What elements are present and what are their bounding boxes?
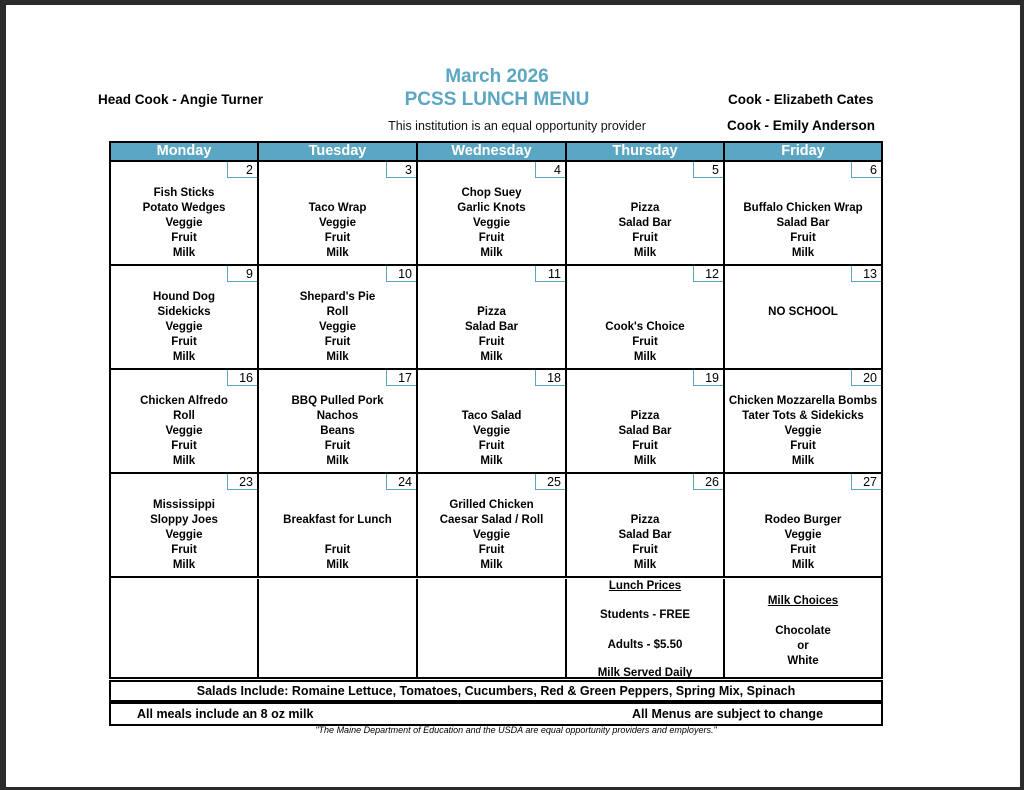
menu-item: Fruit xyxy=(478,232,505,244)
day-cell xyxy=(111,370,259,472)
menu-items xyxy=(418,409,565,469)
menu-item: Fruit xyxy=(324,440,351,452)
menu-item: Chicken Alfredo xyxy=(140,395,228,407)
day-header-row xyxy=(111,143,881,162)
menu-item: Fruit xyxy=(632,544,658,556)
cook-elizabeth: Cook - Elizabeth Cates xyxy=(728,92,874,107)
menu-item: Taco Wrap xyxy=(308,202,367,214)
menu-item: Milk xyxy=(633,455,657,467)
menu-item: Potato Wedges xyxy=(142,202,226,214)
date-number: 11 xyxy=(535,266,565,282)
menu-change-note: All Menus are subject to change xyxy=(632,707,824,721)
empty-cell xyxy=(418,579,567,679)
menu-item: Veggie xyxy=(165,425,203,437)
menu-item: Salad Bar xyxy=(776,217,830,229)
menu-item: Hound Dog xyxy=(153,291,215,303)
date-number: 9 xyxy=(227,266,257,282)
menu-item: Milk xyxy=(633,247,657,259)
date-number: 4 xyxy=(535,162,565,178)
menu-item: Pizza xyxy=(630,410,660,422)
day-cell xyxy=(259,162,418,264)
menu-items xyxy=(418,498,565,573)
day-cell xyxy=(725,370,881,472)
usda-footer: "The Maine Department of Education and the USDA are equal opportunity providers and employers." xyxy=(315,725,717,735)
menu-item: Milk xyxy=(326,455,349,467)
day-cell xyxy=(725,474,881,576)
students-price: Students - FREE xyxy=(599,609,691,621)
menu-items xyxy=(725,394,881,469)
date-number: 19 xyxy=(693,370,723,386)
lunch-prices-cell xyxy=(567,579,725,679)
menu-items xyxy=(259,290,416,365)
menu-item: Fruit xyxy=(790,232,816,244)
equal-opportunity-note: This institution is an equal opportunity provider xyxy=(388,119,646,133)
day-cell xyxy=(567,474,725,576)
menu-items xyxy=(567,409,723,469)
menu-item: Shepard's Pie xyxy=(299,291,376,303)
menu-item: Roll xyxy=(326,306,349,318)
menu-item: Fruit xyxy=(478,336,505,348)
menu-item: Fruit xyxy=(478,544,505,556)
date-number: 27 xyxy=(851,474,881,490)
menu-items xyxy=(259,201,416,261)
date-number: 18 xyxy=(535,370,565,386)
month-title: March 2026 xyxy=(445,66,549,87)
day-cell xyxy=(111,162,259,264)
menu-item: BBQ Pulled Pork xyxy=(291,395,384,407)
menu-item: Roll xyxy=(173,410,195,422)
menu-title: PCSS LUNCH MENU xyxy=(404,89,590,110)
menu-item: Fruit xyxy=(324,232,351,244)
week-row xyxy=(111,370,881,474)
menu-item: Veggie xyxy=(165,529,203,541)
week-row xyxy=(111,162,881,266)
day-cell xyxy=(418,370,567,472)
menu-item: Breakfast for Lunch xyxy=(283,514,392,526)
menu-item: Tater Tots & Sidekicks xyxy=(742,410,864,422)
menu-item: Cook's Choice xyxy=(605,321,685,333)
menu-item: Salad Bar xyxy=(618,217,672,229)
milk-choices-cell xyxy=(725,579,881,679)
menu-item xyxy=(259,528,416,543)
lunch-prices-heading: Lunch Prices xyxy=(608,580,682,592)
menu-item: Fruit xyxy=(790,440,816,452)
menu-item: Beans xyxy=(320,425,355,437)
menu-item: Milk xyxy=(480,455,503,467)
menu-item: Taco Salad xyxy=(461,410,522,422)
menu-item: Fruit xyxy=(324,336,351,348)
day-cell xyxy=(567,266,725,368)
date-number: 23 xyxy=(227,474,257,490)
menu-items xyxy=(567,513,723,573)
menu-item: Garlic Knots xyxy=(457,202,526,214)
milk-served-daily: Milk Served Daily xyxy=(597,667,693,679)
menu-items xyxy=(111,498,257,573)
empty-cell xyxy=(111,579,259,679)
day-cell xyxy=(259,266,418,368)
day-header-friday: Friday xyxy=(781,143,825,159)
week-row xyxy=(111,266,881,370)
menu-items xyxy=(567,320,723,365)
menu-items xyxy=(418,305,565,365)
menu-item: Veggie xyxy=(318,321,357,333)
day-cell xyxy=(259,474,418,576)
milk-or: or xyxy=(797,640,809,652)
day-cell xyxy=(259,370,418,472)
menu-item: Veggie xyxy=(472,217,511,229)
menu-calendar xyxy=(109,141,883,679)
menu-item: Fruit xyxy=(171,232,197,244)
day-cell xyxy=(111,266,259,368)
menu-items xyxy=(567,201,723,261)
day-header-tuesday: Tuesday xyxy=(259,143,418,160)
menu-item: Pizza xyxy=(630,202,660,214)
menu-item: Milk xyxy=(326,559,349,571)
menu-item: Fruit xyxy=(171,440,197,452)
menu-item: Fruit xyxy=(171,336,197,348)
date-number: 20 xyxy=(851,370,881,386)
day-cell xyxy=(418,266,567,368)
menu-item: Milk xyxy=(633,351,657,363)
date-number: 6 xyxy=(851,162,881,178)
menu-item: Fruit xyxy=(632,336,658,348)
menu-item: Milk xyxy=(326,351,349,363)
salads-note xyxy=(109,680,883,702)
menu-item: Milk xyxy=(791,559,815,571)
menu-item: Milk xyxy=(480,351,503,363)
menu-item: Fruit xyxy=(632,232,658,244)
menu-item: Fruit xyxy=(478,440,505,452)
menu-item: Buffalo Chicken Wrap xyxy=(743,202,863,214)
menu-item: Pizza xyxy=(630,514,660,526)
menu-item: Milk xyxy=(172,559,196,571)
menu-item: Milk xyxy=(326,247,349,259)
menu-item: Fruit xyxy=(790,544,816,556)
menu-item: Fruit xyxy=(632,440,658,452)
menu-items xyxy=(418,186,565,261)
day-cell xyxy=(567,370,725,472)
date-number: 13 xyxy=(851,266,881,282)
date-number: 12 xyxy=(693,266,723,282)
menu-item: Milk xyxy=(791,455,815,467)
no-school-message: NO SCHOOL xyxy=(768,306,838,318)
menu-item: Nachos xyxy=(316,410,359,422)
day-cell xyxy=(725,162,881,264)
cook-emily: Cook - Emily Anderson xyxy=(727,118,876,133)
menu-items xyxy=(111,290,257,365)
menu-item: Chop Suey xyxy=(461,187,522,199)
adults-price: Adults - $5.50 xyxy=(607,639,683,651)
day-header-wednesday: Wednesday xyxy=(418,143,567,160)
menu-items xyxy=(111,394,257,469)
date-number: 10 xyxy=(386,266,416,282)
week-row xyxy=(111,474,881,578)
day-header-monday: Monday xyxy=(111,143,259,160)
date-number: 3 xyxy=(386,162,416,178)
menu-item: Chicken Mozzarella Bombs xyxy=(728,395,878,407)
menu-item: Veggie xyxy=(784,529,822,541)
menu-items xyxy=(259,513,416,573)
day-cell xyxy=(418,474,567,576)
menu-item: Caesar Salad / Roll xyxy=(439,514,544,526)
menu-item: Salad Bar xyxy=(618,425,672,437)
date-number: 26 xyxy=(693,474,723,490)
menu-items xyxy=(111,186,257,261)
menu-item: Veggie xyxy=(318,217,357,229)
menu-item: Fish Sticks xyxy=(153,187,215,199)
milk-chocolate: Chocolate xyxy=(775,625,831,637)
menu-item: Salad Bar xyxy=(618,529,672,541)
menu-items xyxy=(725,201,881,261)
day-cell xyxy=(418,162,567,264)
day-cell xyxy=(725,266,881,368)
menu-page xyxy=(6,5,1020,787)
milk-white: White xyxy=(787,655,819,667)
menu-item: Milk xyxy=(480,247,503,259)
date-number: 5 xyxy=(693,162,723,178)
menu-item: Veggie xyxy=(784,425,822,437)
meals-milk-note: All meals include an 8 oz milk xyxy=(137,707,314,721)
menu-item: Pizza xyxy=(477,306,506,318)
day-cell xyxy=(567,162,725,264)
info-row xyxy=(111,579,881,679)
date-number: 25 xyxy=(535,474,565,490)
date-number: 16 xyxy=(227,370,257,386)
menu-items xyxy=(725,513,881,573)
salads-text: Salads Include: Romaine Lettuce, Tomatoes, Cucumbers, Red & Green Peppers, Spring Mix, Spinach xyxy=(196,684,796,698)
menu-item: Sloppy Joes xyxy=(150,514,218,526)
day-cell xyxy=(111,474,259,576)
menu-item: Salad Bar xyxy=(464,321,519,333)
milk-choices-heading: Milk Choices xyxy=(767,595,839,607)
menu-item: Rodeo Burger xyxy=(764,514,842,526)
menu-items xyxy=(259,394,416,469)
date-number: 17 xyxy=(386,370,416,386)
menu-item: Sidekicks xyxy=(157,306,211,318)
date-number: 2 xyxy=(227,162,257,178)
date-number: 24 xyxy=(386,474,416,490)
meals-notes xyxy=(109,702,883,726)
menu-item: Mississippi xyxy=(153,499,215,511)
menu-item: Milk xyxy=(480,559,503,571)
menu-item: Milk xyxy=(633,559,657,571)
day-header-thursday: Thursday xyxy=(567,143,725,160)
menu-item: Milk xyxy=(172,247,196,259)
menu-item: Veggie xyxy=(165,321,203,333)
menu-item: Veggie xyxy=(472,425,511,437)
menu-item: Grilled Chicken xyxy=(449,499,534,511)
head-cook: Head Cook - Angie Turner xyxy=(98,92,264,107)
menu-item: Milk xyxy=(172,455,196,467)
menu-item: Fruit xyxy=(171,544,197,556)
menu-item: Veggie xyxy=(165,217,203,229)
menu-item: Veggie xyxy=(472,529,511,541)
menu-item: Milk xyxy=(791,247,815,259)
menu-item: Milk xyxy=(172,351,196,363)
menu-item: Fruit xyxy=(324,544,351,556)
empty-cell xyxy=(259,579,418,679)
